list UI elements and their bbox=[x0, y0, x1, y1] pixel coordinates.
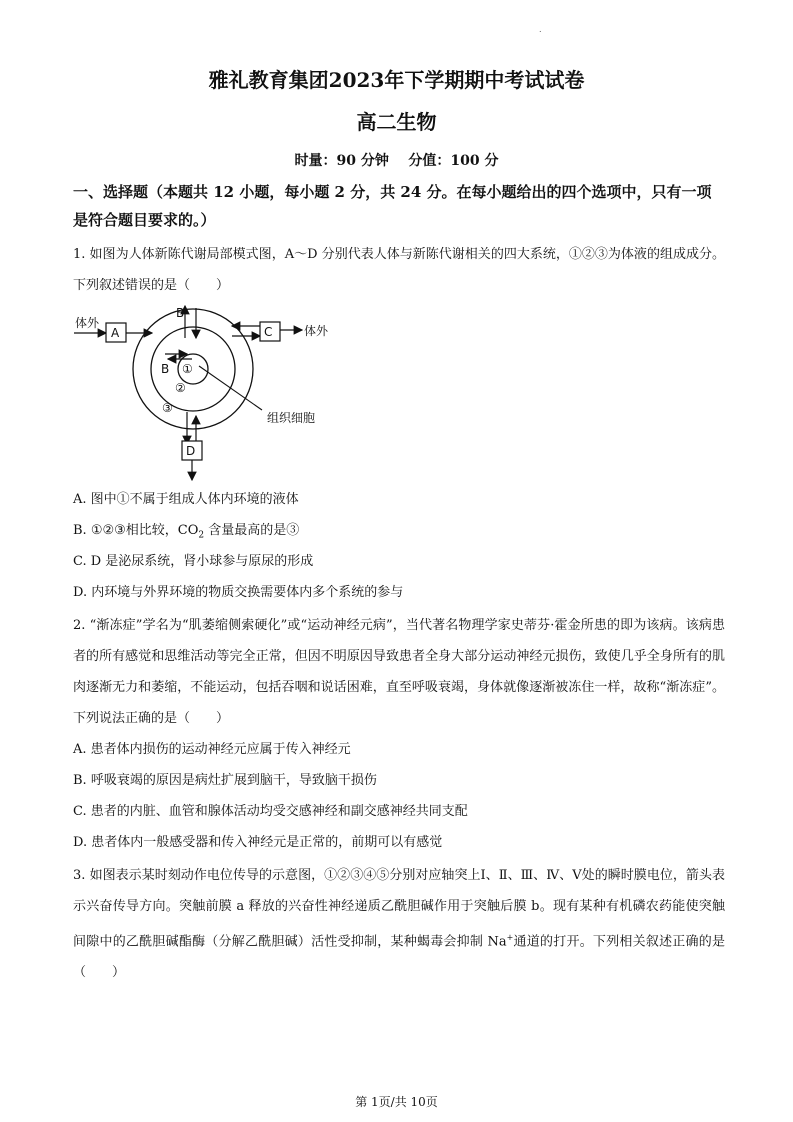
top-dot: . bbox=[539, 25, 542, 34]
box-c-label: C bbox=[264, 325, 273, 339]
q2-option-b: B. 呼吸衰竭的原因是病灶扩展到脑干，导致脑干损伤 bbox=[73, 773, 377, 788]
q1-option-c: C. D 是泌尿系统，肾小球参与原尿的形成 bbox=[73, 554, 314, 569]
box-d-label: D bbox=[186, 444, 196, 458]
section-heading: 一、选择题（本题共 12 小题，每小题 2 分，共 24 分。在每小题给出的四个选项中，只有一项是符合题目要求的。） bbox=[73, 183, 712, 229]
box-b-top-label: B bbox=[176, 306, 185, 320]
question-1-stem: 1. 如图为人体新陈代谢局部模式图，A～D 分别代表人体与新陈代谢相关的四大系统，①②③为体液的组成成分。下列叙述错误的是（ ） bbox=[73, 247, 725, 293]
q2-option-a: A. 患者体内损伤的运动神经元应属于传入神经元 bbox=[73, 742, 351, 757]
q2-option-d: D. 患者体内一般感受器和传入神经元是正常的，前期可以有感觉 bbox=[73, 835, 443, 850]
subject-title: 高二生物 bbox=[356, 110, 437, 134]
q1-option-a: A. 图中①不属于组成人体内环境的液体 bbox=[73, 492, 299, 507]
page-footer: 第 1页/共 10页 bbox=[355, 1095, 438, 1109]
question-2-stem: 2. “渐冻症”学名为“肌萎缩侧索硬化”或“运动神经元病”，当代著名物理学家史蒂芬·霍金所患的即为该病。该病患者的所有感觉和思维活动等完全正常，但因不明原因导致患者全身大部分运动神经元损伤，致使几乎全身所有的肌肉逐渐无力和萎缩，不能运动，包括吞咽和说话困难，直至呼吸衰竭，身体就像逐渐被冻住一样，故称“渐冻症”。下列说法正确的是（ ） bbox=[73, 618, 725, 726]
box-a-label: A bbox=[111, 326, 120, 340]
fluid-3-label: ③ bbox=[162, 401, 173, 415]
cell-label: 组织细胞 bbox=[267, 411, 316, 425]
outside-left-label: 体外 bbox=[75, 316, 100, 330]
q1-option-d: D. 内环境与外界环境的物质交换需要体内多个系统的参与 bbox=[73, 585, 404, 600]
q1-option-b: B. ①②③相比较，$CO_2$ 含量最高的是③ bbox=[73, 523, 300, 541]
outside-right-label: 体外 bbox=[304, 324, 329, 338]
exam-title: 雅礼教育集团2023年下学期期中考试试卷 bbox=[208, 68, 585, 92]
question-3-stem: 3. 如图表示某时刻动作电位传导的示意图，①②③④⑤分别对应轴突上Ⅰ、Ⅱ、Ⅲ、Ⅳ、Ⅴ处的瞬时膜电位，箭头表示兴奋传导方向。突触前膜 a 释放的兴奋性神经递质乙酰胆碱作用于突触后膜 b。现有某种有机磷农药能使突触间隙中的乙酰胆碱酯酶（分解乙酰胆碱）活性受抑制，某种蝎毒会抑制 Na+通道的打开。下列相关叙述正确的是（ ） bbox=[73, 868, 725, 981]
fluid-2-label: ② bbox=[175, 381, 186, 395]
box-b-inner-label: B bbox=[161, 362, 170, 376]
metabolism-diagram bbox=[72, 302, 342, 492]
fluid-1-label: ① bbox=[182, 362, 193, 376]
time-score-info: 时量：90 分钟 分值：100 分 bbox=[294, 153, 499, 169]
q2-option-c: C. 患者的内脏、血管和腺体活动均受交感神经和副交感神经共同支配 bbox=[73, 804, 468, 819]
